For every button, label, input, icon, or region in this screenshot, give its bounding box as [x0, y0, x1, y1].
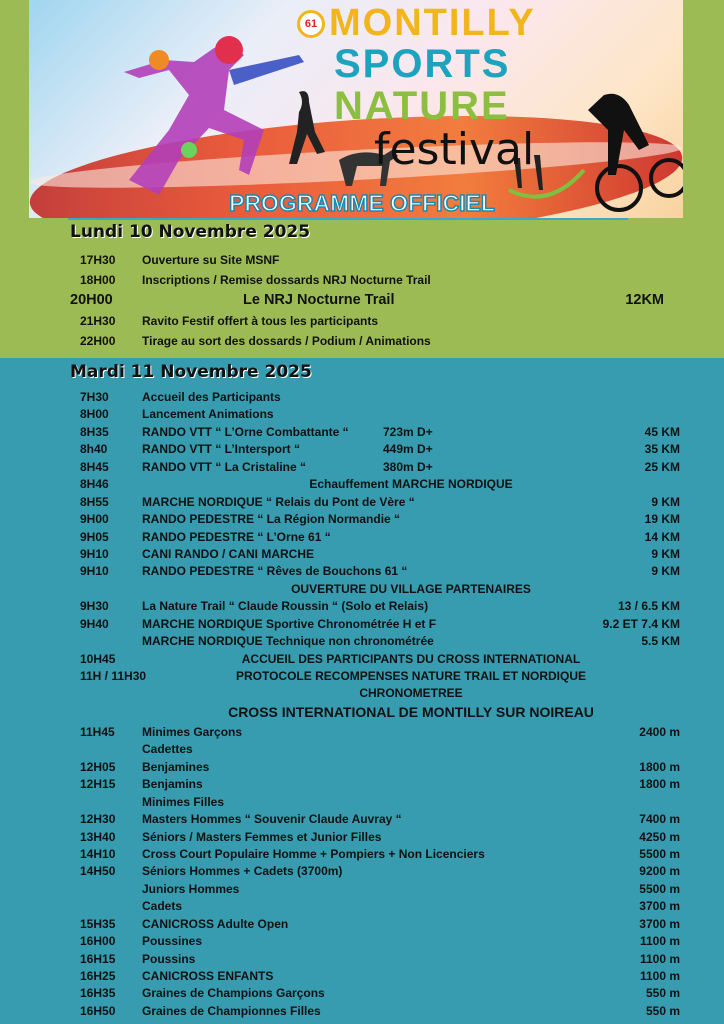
- row-label: Inscriptions / Remise dossards NRJ Nocturne Trail: [142, 272, 431, 287]
- schedule-row: [0, 830, 724, 847]
- schedule-row: [0, 477, 724, 494]
- schedule-row: [0, 725, 724, 742]
- row-time: 20H00: [70, 292, 113, 308]
- row-label: Cadettes: [142, 742, 193, 757]
- row-time: 21H30: [80, 314, 116, 328]
- row-label: Benjamines: [142, 759, 210, 774]
- row-label: CANI RANDO / CANI MARCHE: [142, 546, 314, 561]
- row-distance: 5500 m: [639, 846, 680, 861]
- row-distance: 9.2 ET 7.4 KM: [602, 616, 680, 631]
- row-label: CANICROSS Adulte Open: [142, 916, 289, 931]
- row-distance: 4250 m: [639, 829, 680, 844]
- row-time: 16H00: [80, 934, 116, 949]
- row-distance: 9 KM: [651, 494, 680, 509]
- row-distance: 1800 m: [639, 777, 680, 792]
- row-label: Ouverture su Site MSNF: [142, 253, 280, 267]
- row-distance: 550 m: [645, 1003, 680, 1018]
- row-time: 9H00: [80, 512, 109, 527]
- schedule-row: [0, 704, 724, 725]
- row-label: Minimes Garçons: [142, 724, 243, 739]
- row-label: MARCHE NORDIQUE “ Relais du Pont de Vère “: [142, 494, 415, 509]
- row-elevation: 449m D+: [383, 442, 433, 457]
- row-label: ACCUEIL DES PARTICIPANTS DU CROSS INTERNATIONAL: [241, 651, 581, 666]
- schedule-row: [0, 669, 724, 686]
- schedule-row: [0, 634, 724, 651]
- schedule-row: [0, 686, 724, 703]
- row-distance: 5.5 KM: [641, 634, 680, 649]
- row-distance: 35 KM: [644, 442, 680, 457]
- monday-schedule: [0, 253, 724, 353]
- schedule-row: [0, 760, 724, 777]
- row-time: 10H45: [80, 651, 116, 666]
- row-distance: 9 KM: [651, 564, 680, 579]
- row-label: Juniors Hommes: [142, 881, 240, 896]
- row-distance: 550 m: [645, 986, 680, 1001]
- schedule-row: [0, 847, 724, 864]
- row-label: Séniors Hommes + Cadets (3700m): [142, 864, 343, 879]
- row-label: CHRONOMETREE: [359, 686, 463, 701]
- row-distance: 12KM: [625, 292, 664, 308]
- schedule-row: [0, 986, 724, 1003]
- row-label: Poussins: [142, 951, 196, 966]
- row-label: RANDO PEDESTRE “ La Région Normandie “: [142, 512, 401, 527]
- row-time: 8h40: [80, 442, 108, 457]
- row-distance: 2400 m: [639, 724, 680, 739]
- row-elevation: 723m D+: [383, 424, 433, 439]
- schedule-row: [0, 564, 724, 581]
- heading-underline: [68, 218, 628, 220]
- row-distance: 45 KM: [644, 424, 680, 439]
- logo-montilly: MONTILLY: [329, 2, 536, 44]
- row-label: Minimes Filles: [142, 794, 225, 809]
- row-label: Echauffement MARCHE NORDIQUE: [309, 477, 513, 492]
- row-time: 9H10: [80, 564, 109, 579]
- row-label: PROTOCOLE RECOMPENSES NATURE TRAIL ET NORDIQUE: [235, 669, 587, 683]
- row-label: RANDO VTT “ La Cristaline “: [142, 459, 307, 474]
- row-label: Séniors / Masters Femmes et Junior Filles: [142, 829, 382, 844]
- row-time: 12H30: [80, 812, 116, 827]
- row-label: Ravito Festif offert à tous les participants: [142, 314, 379, 328]
- row-label: Cross Court Populaire Homme + Pompiers + Non Licenciers: [142, 846, 485, 861]
- schedule-row: [0, 652, 724, 669]
- schedule-row: [0, 882, 724, 899]
- row-time: 17H30: [80, 253, 116, 267]
- row-label: Le NRJ Nocturne Trail: [243, 292, 395, 308]
- row-time: 8H45: [80, 459, 109, 474]
- row-time: 7H30: [80, 390, 109, 404]
- schedule-row: [0, 253, 724, 273]
- programme-officiel-heading: PROGRAMME OFFICIEL: [229, 190, 495, 216]
- tuesday-schedule: [0, 390, 724, 1021]
- row-label: MARCHE NORDIQUE Sportive Chronométrée H et F: [142, 616, 437, 631]
- row-time: 15H35: [80, 916, 116, 931]
- row-distance: 1800 m: [639, 759, 680, 774]
- row-label: OUVERTURE DU VILLAGE PARTENAIRES: [291, 581, 531, 596]
- logo-61-badge: 61: [297, 10, 325, 38]
- row-time: 9H30: [80, 599, 109, 614]
- row-time: 14H10: [80, 846, 116, 861]
- schedule-row: [0, 512, 724, 529]
- schedule-row: [0, 1004, 724, 1021]
- tuesday-title: Mardi 11 Novembre 2025: [70, 362, 312, 382]
- schedule-row: [0, 273, 724, 293]
- row-time: 8H00: [80, 407, 109, 422]
- row-time: 13H40: [80, 829, 116, 844]
- row-time: 9H05: [80, 529, 109, 544]
- schedule-row: [0, 617, 724, 634]
- monday-title: Lundi 10 Novembre 2025: [70, 222, 311, 242]
- row-time: 22H00: [80, 333, 116, 348]
- row-time: 9H10: [80, 546, 109, 561]
- row-time: 8H46: [80, 477, 109, 492]
- row-time: 16H35: [80, 986, 116, 1001]
- row-label: RANDO PEDESTRE “ Rêves de Bouchons 61 “: [142, 564, 408, 579]
- row-distance: 14 KM: [644, 529, 680, 544]
- runner-silhouette: [289, 91, 325, 164]
- row-label: Poussines: [142, 934, 203, 949]
- row-label: Lancement Animations: [142, 407, 274, 422]
- logo-sports: SPORTS: [334, 42, 511, 86]
- row-distance: 1100 m: [639, 951, 680, 966]
- schedule-row: [0, 460, 724, 477]
- row-label: La Nature Trail “ Claude Roussin “ (Solo et Relais): [142, 599, 429, 614]
- row-time: 18H00: [80, 272, 116, 287]
- schedule-row: [0, 864, 724, 881]
- row-time: 8H55: [80, 494, 109, 509]
- schedule-row: [0, 812, 724, 829]
- row-label: Tirage au sort des dossards / Podium / Animations: [142, 333, 431, 348]
- row-distance: 25 KM: [644, 459, 680, 474]
- schedule-row: [0, 530, 724, 547]
- schedule-row: [0, 952, 724, 969]
- schedule-row: [0, 777, 724, 794]
- row-label: CANICROSS ENFANTS: [142, 969, 274, 983]
- schedule-row: [0, 425, 724, 442]
- row-distance: 3700 m: [639, 916, 680, 931]
- row-distance: 9200 m: [639, 864, 680, 879]
- row-label: MARCHE NORDIQUE Technique non chronométrée: [142, 634, 434, 649]
- row-label: Cadets: [142, 899, 183, 914]
- row-label: RANDO VTT “ L’Orne Combattante “: [142, 424, 349, 439]
- row-distance: 1100 m: [639, 969, 680, 983]
- row-label: Benjamins: [142, 777, 203, 792]
- schedule-row: [0, 547, 724, 564]
- row-time: 11H45: [80, 724, 115, 739]
- logo-nature: NATURE: [334, 84, 510, 128]
- row-label: Masters Hommes “ Souvenir Claude Auvray “: [142, 812, 402, 827]
- row-distance: 1100 m: [639, 934, 680, 949]
- schedule-row: [0, 582, 724, 599]
- schedule-row: [0, 742, 724, 759]
- logo-festival: festival: [374, 124, 535, 175]
- row-time: 12H15: [80, 777, 116, 792]
- schedule-row: [0, 795, 724, 812]
- row-label: RANDO PEDESTRE “ L’Orne 61 “: [142, 529, 331, 544]
- row-time: 11H / 11H30: [80, 669, 147, 683]
- row-time: 8H35: [80, 424, 109, 439]
- row-label: Graines de Championnes Filles: [142, 1003, 321, 1018]
- schedule-row: [0, 390, 724, 407]
- schedule-row: [0, 917, 724, 934]
- schedule-row: [0, 334, 724, 354]
- schedule-row: [0, 407, 724, 424]
- row-distance: 7400 m: [639, 812, 680, 827]
- festival-banner: [29, 0, 683, 218]
- row-time: 16H50: [80, 1003, 116, 1018]
- row-time: 16H25: [80, 969, 116, 983]
- row-distance: 5500 m: [639, 881, 680, 896]
- schedule-row: [0, 292, 724, 314]
- schedule-row: [0, 899, 724, 916]
- row-label: CROSS INTERNATIONAL DE MONTILLY SUR NOIREAU: [228, 703, 594, 720]
- schedule-row: [0, 599, 724, 616]
- schedule-row: [0, 934, 724, 951]
- row-time: 9H40: [80, 616, 109, 631]
- cyclist-silhouette: [588, 94, 649, 175]
- row-distance: 13 / 6.5 KM: [617, 599, 680, 614]
- row-elevation: 380m D+: [383, 459, 433, 474]
- schedule-row: [0, 969, 724, 986]
- row-label: Graines de Champions Garçons: [142, 986, 325, 1001]
- schedule-row: [0, 442, 724, 459]
- schedule-row: [0, 495, 724, 512]
- row-label: RANDO VTT “ L’Intersport “: [142, 442, 301, 457]
- row-time: 12H05: [80, 759, 116, 774]
- row-time: 14H50: [80, 864, 116, 879]
- row-time: 16H15: [80, 951, 116, 966]
- row-distance: 3700 m: [639, 899, 680, 914]
- row-label: Accueil des Participants: [142, 390, 281, 404]
- row-distance: 9 KM: [651, 546, 680, 561]
- schedule-row: [0, 314, 724, 334]
- row-distance: 19 KM: [644, 512, 680, 527]
